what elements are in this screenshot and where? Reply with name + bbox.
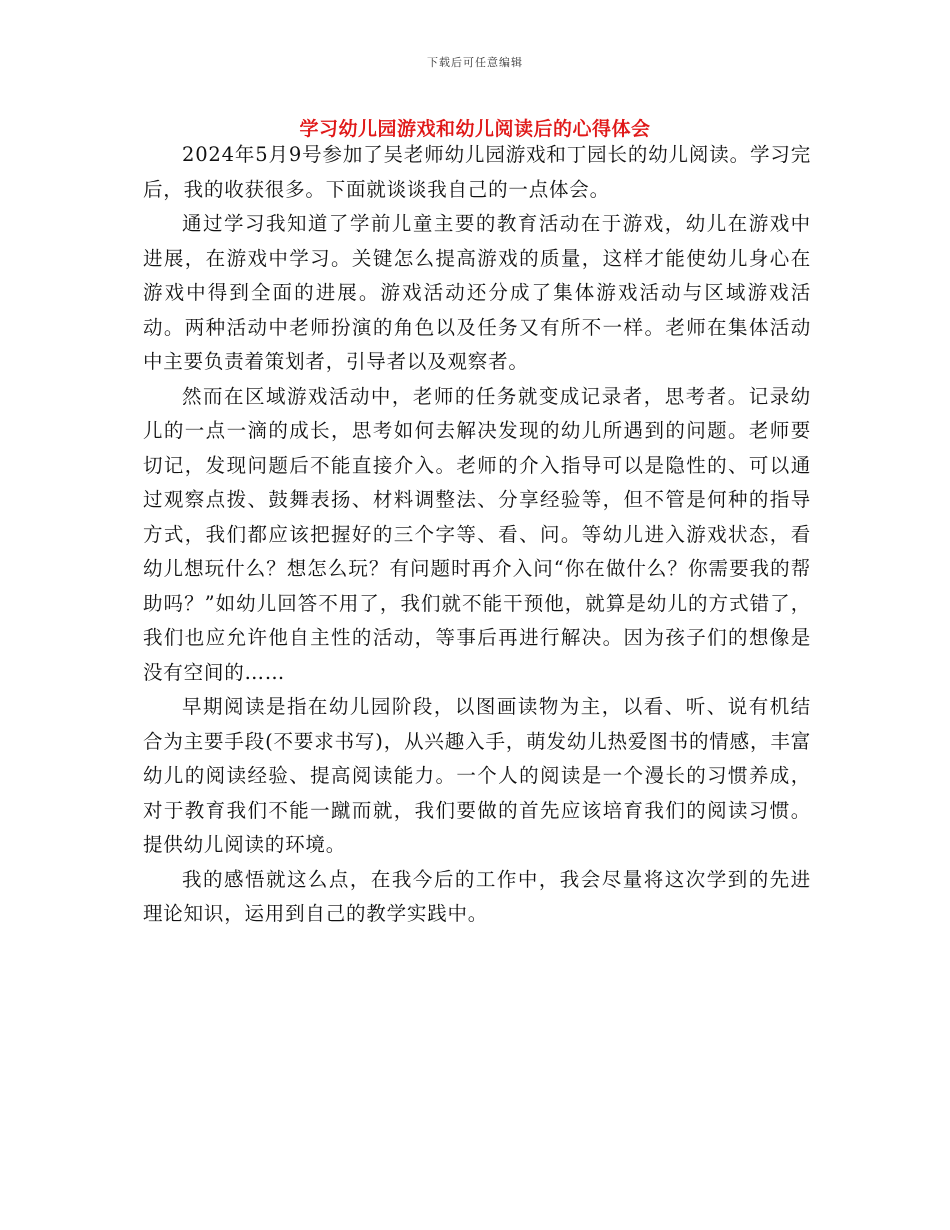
- document-body: [143, 138, 811, 932]
- paragraph: 我的感悟就这么点，在我今后的工作中，我会尽量将这次学到的先进理论知识，运用到自己的教学实践中。: [143, 867, 811, 925]
- paragraph: 早期阅读是指在幼儿园阶段，以图画读物为主，以看、听、说有机结合为主要手段(不要求书写)，从兴趣入手，萌发幼儿热爱图书的情感，丰富幼儿的阅读经验、提高阅读能力。一个人的阅读是一个漫长的习惯养成，对于教育我们不能一蹴而就，我们要做的首先应该培育我们的阅读习惯。提供幼儿阅读的环境。: [143, 695, 811, 856]
- paragraph: 通过学习我知道了学前儿童主要的教育活动在于游戏，幼儿在游戏中进展，在游戏中学习。关键怎么提高游戏的质量，这样才能使幼儿身心在游戏中得到全面的进展。游戏活动还分成了集体游戏活动与区域游戏活动。两种活动中老师扮演的角色以及任务又有所不一样。老师在集体活动中主要负责着策划者，引导者以及观察者。: [143, 212, 811, 373]
- page-header: 下载后可任意编辑: [427, 56, 523, 69]
- paragraph: 2024年5月9号参加了吴老师幼儿园游戏和丁园长的幼儿阅读。学习完后，我的收获很多。下面就谈谈我自己的一点体会。: [143, 143, 811, 201]
- paragraph: 然而在区域游戏活动中，老师的任务就变成记录者，思考者。记录幼儿的一点一滴的成长，思考如何去解决发现的幼儿所遇到的问题。老师要切记，发现问题后不能直接介入。老师的介入指导可以是隐性的、可以通过观察点拨、鼓舞表扬、材料调整法、分享经验等，但不管是何种的指导方式，我们都应该把握好的三个字等、看、问。等幼儿进入游戏状态，看幼儿想玩什么？想怎么玩？有问题时再介入问“你在做什么？你需要我的帮助吗？”如幼儿回答不用了，我们就不能干预他，就算是幼儿的方式错了，我们也应允许他自主性的活动，等事后再进行解决。因为孩子们的想像是没有空间的……: [143, 384, 811, 684]
- document-title: 学习幼儿园游戏和幼儿阅读后的心得体会: [299, 118, 651, 140]
